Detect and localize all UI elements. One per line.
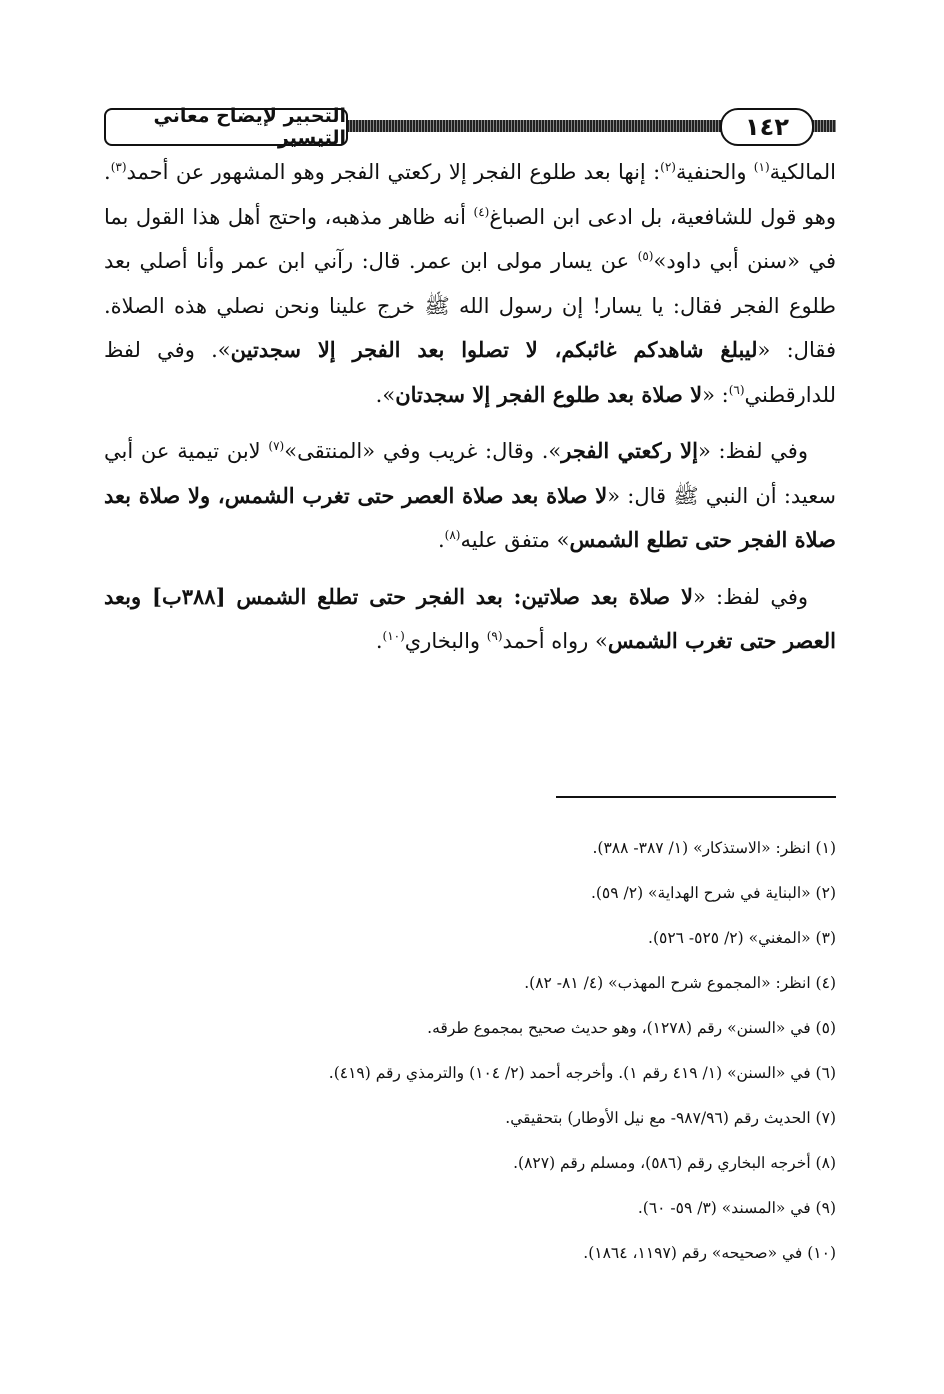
text-run: لابن تيمية عن أبي سعيد: أن النبي ﷺ قال: « (104, 439, 836, 508)
text-run: وفي لفظ: « (697, 439, 808, 463)
text-run: ». وفي لفظ للدارقطني (104, 338, 836, 407)
footnote-ref: (١٠) (382, 629, 405, 643)
text-run: ». وقال: غريب وفي «المنتقى» (284, 439, 562, 463)
text-run: . وهو قول للشافعية، بل ادعى ابن الصباغ (104, 160, 836, 229)
footnote: (٧) الحديث رقم (٩٨٧/٩٦- مع نيل الأوطار) بتحقيقي. (505, 1109, 836, 1127)
text-run: : إنها بعد طلوع الفجر إلا ركعتي الفجر وهو المشهور عن أحمد (126, 160, 661, 184)
footnote: (٢) «البناية في شرح الهداية» (٢/ ٥٩). (590, 884, 836, 902)
footnote-ref: (٢) (660, 160, 676, 174)
footnote-ref: (٥) (637, 249, 654, 263)
hadith-quote: لا صلاة بعد طلوع الفجر إلا سجدتان (395, 381, 703, 407)
footnote-ref: (٦) (728, 382, 745, 397)
text-run: المالكية (769, 160, 836, 184)
footnote: (٦) في «السنن» (١/ ٤١٩ رقم ١). وأخرجه أحمد (٢/ ١٠٤) والترمذي رقم (٤١٩). (328, 1064, 836, 1082)
main-text (104, 150, 836, 676)
hadith-quote: لا صلاة بعد صلاتين: بعد الفجر حتى تطلع الشمس [٣٨٨ب] وبعد العصر حتى تغرب الشمس (104, 583, 836, 653)
footnote: (٨) أخرجه البخاري رقم (٥٨٦)، ومسلم رقم (٨٢٧). (513, 1154, 836, 1172)
page-number: ١٤٢ (720, 108, 814, 146)
footnote-ref: (٤) (473, 204, 490, 219)
text-run: » متفق عليه (460, 528, 570, 552)
footnote: (٩) في «المسند» (٣/ ٥٩- ٦٠). (637, 1199, 836, 1217)
footnote: (٥) في «السنن» رقم (١٢٧٨)، وهو حديث صحيح بمجموع طرقه. (427, 1019, 836, 1037)
footnote-ref: (٧) (268, 439, 285, 453)
footnote-ref: (٩) (486, 629, 503, 643)
text-run: : « (702, 382, 729, 407)
paragraph (104, 150, 836, 417)
footnote-ref: (١) (753, 160, 770, 174)
hadith-quote: لا صلاة بعد صلاة العصر حتى تغرب الشمس، ولا صلاة بعد صلاة الفجر حتى تطلع الشمس (104, 482, 836, 552)
text-run: أنه ظاهر مذهبه، واحتج أهل هذا القول بما في «سنن أبي داود» (104, 204, 836, 273)
footnote: (١) انظر: «الاستذكار» (١/ ٣٨٧- ٣٨٨). (592, 839, 836, 857)
text-run: ». (375, 382, 396, 407)
text-run: . (375, 629, 383, 653)
footnote-separator (556, 796, 836, 798)
book-title: التحبير لإيضاح معاني التيسير (104, 108, 348, 146)
footnotes (104, 826, 836, 1276)
text-run: . (437, 528, 445, 552)
text-run: عن يسار مولى ابن عمر. قال: رآني ابن عمر وأنا أصلي بعد طلوع الفجر فقال: يا يسار! إن رسول الله ﷺ خرج علينا ونحن نصلي هذه الصلاة. فقال: « (104, 249, 836, 362)
text-run: والبخاري (404, 629, 487, 653)
footnote: (٣) «المغني» (٢/ ٥٢٥- ٥٢٦). (648, 929, 836, 947)
hadith-quote: إلا ركعتي الفجر (561, 438, 698, 463)
paragraph (104, 575, 836, 664)
text-run: والحنفية (675, 160, 754, 184)
footnote-ref: (٨) (444, 528, 461, 542)
footnote: (٤) انظر: «المجموع شرح المهذب» (٤/ ٨١- ٨٢). (524, 974, 836, 992)
paragraph (104, 429, 836, 563)
text-run: » رواه أحمد (502, 629, 608, 653)
page-header (104, 106, 836, 150)
hadith-quote: ليبلغ شاهدكم غائبكم، لا تصلوا بعد الفجر إلا سجدتين (230, 337, 758, 362)
footnote: (١٠) في «صحيحه» رقم (١١٩٧، ١٨٦٤). (583, 1244, 836, 1262)
text-run: وفي لفظ: « (692, 584, 809, 609)
footnote-ref: (٣) (110, 160, 127, 174)
